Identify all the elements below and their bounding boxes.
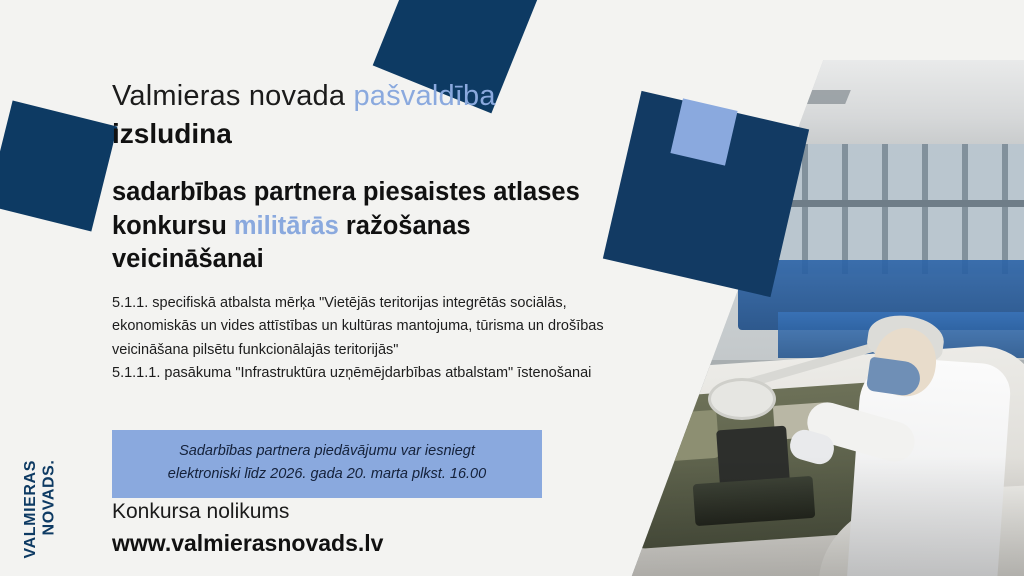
photo-lamp-head: [708, 378, 776, 420]
valmieras-novads-logo: [22, 460, 59, 558]
deadline-callout: [112, 430, 542, 498]
decorative-square-left: [0, 101, 117, 232]
headline-main: [112, 176, 592, 277]
regulations-label: Konkursa nolikums: [112, 500, 290, 523]
headline-main-part-2: ražošanas veicināšanai: [112, 211, 471, 274]
deadline-callout-line-2: elektroniski līdz 2026. gada 20. marta plkst. 16.00: [167, 466, 487, 483]
body-text: [112, 292, 607, 386]
headline-main-part-1: sadarbības partnera piesaistes atlases konkursu: [112, 178, 580, 240]
photo-ceiling-band-orange: [592, 64, 804, 94]
headline-line-2: izsludina: [112, 118, 232, 149]
body-paragraph-1: 5.1.1. specifiskā atbalsta mērķa "Vietējās teritorijas integrētās sociālās, ekonomiskās un vides attīstības un kultūras mantojuma, tūrisma un drošības veicināšana pilsētu funkcionālajās teritorijās": [112, 295, 604, 358]
deadline-callout-line-1: Sadarbības partnera piedāvājumu var iesniegt: [179, 443, 475, 459]
body-paragraph-2: 5.1.1.1. pasākuma "Infrastruktūra uzņēmējdarbības atbalstam" īstenošanai: [112, 365, 592, 382]
logo-line-1: VALMIERAS: [22, 459, 39, 558]
headline-line-1: [112, 80, 496, 113]
headline-main-accent: militārās: [233, 211, 339, 240]
photo-bottom-shadow: [568, 456, 1024, 576]
headline-line-1-accent: pašvaldība: [353, 80, 496, 112]
headline-line-1-plain: Valmieras novada: [112, 80, 354, 112]
photo-bay-component-1: [652, 410, 719, 462]
website-link[interactable]: www.valmierasnovads.lv: [112, 530, 384, 556]
logo-line-2: NOVADS.: [40, 459, 58, 536]
